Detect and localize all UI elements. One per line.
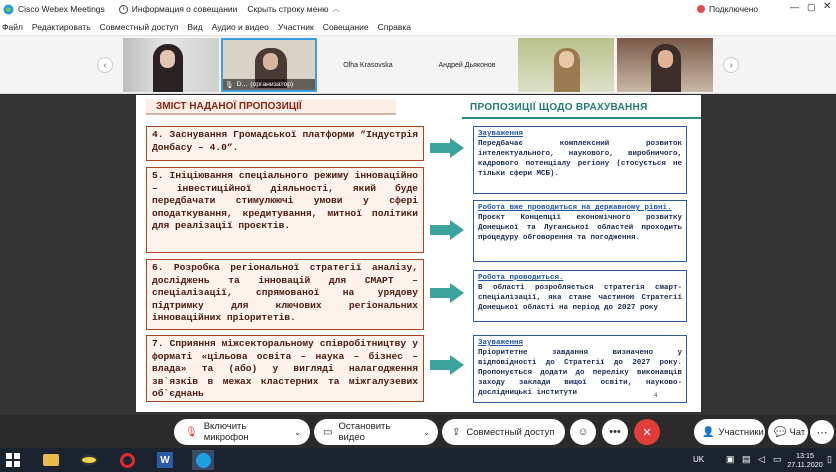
participant-tile[interactable] bbox=[518, 38, 614, 92]
word-icon: W bbox=[157, 452, 173, 468]
clock-time: 13:15 bbox=[796, 451, 814, 460]
response-text: Пріоритетне завдання визначено у відповідності до Стратегії до 2027 року. Пропонується додати до переліку виконавців заходу заклади вищої освіти, науково-дослідницькі інститути bbox=[478, 349, 682, 397]
response-item bbox=[473, 270, 687, 322]
video-button-label: Остановить видео bbox=[338, 421, 391, 443]
info-icon: i bbox=[119, 5, 128, 14]
response-text: Передбачає комплексний розвиток інтелектуального, наукового, виробничого, кадрового потенціалу регіону (стосується не тільки сфери МСБ). bbox=[478, 140, 682, 178]
network-icon[interactable]: ▤ bbox=[742, 454, 751, 464]
clock[interactable] bbox=[785, 451, 825, 469]
end-meeting-button[interactable] bbox=[634, 419, 660, 445]
slide-page-number: 4 bbox=[654, 393, 658, 399]
chat-icon: 💬 bbox=[774, 426, 787, 438]
chat-button[interactable] bbox=[768, 419, 808, 445]
slide-left-header: ЗМІСТ НАДАНОЇ ПРОПОЗИЦІЇ bbox=[146, 99, 396, 115]
share-button[interactable] bbox=[442, 419, 565, 445]
more-options-button[interactable] bbox=[602, 419, 628, 445]
participant-face bbox=[263, 53, 278, 70]
app-title: Cisco Webex Meetings bbox=[18, 4, 105, 14]
participant-face bbox=[160, 50, 175, 68]
participant-face bbox=[559, 51, 574, 68]
participants-icon: 👤 bbox=[702, 426, 715, 438]
connection-icon bbox=[697, 5, 705, 13]
response-title: Робота проводиться. bbox=[478, 274, 564, 282]
response-text: Проєкт Концепції економічного розвитку Донецької та Луганської областей проходить процедуру обговорення та погодження. bbox=[478, 214, 682, 242]
menu-file[interactable]: Файл bbox=[2, 21, 23, 32]
language-indicator[interactable]: UK bbox=[693, 455, 705, 464]
taskbar-app-webex[interactable] bbox=[192, 450, 214, 470]
menu-share[interactable]: Совместный доступ bbox=[99, 21, 179, 32]
arrow-right-icon bbox=[430, 220, 464, 240]
opera-icon bbox=[120, 453, 135, 468]
chevron-up-icon: ︿ bbox=[332, 6, 340, 13]
clock-date: 27.11.2020 bbox=[787, 460, 823, 469]
proposal-item: 5. Ініціювання спеціального режиму інноваційно – інвестиційної діяльності, який буде передбачати стимулюючі умови у сфері оподаткування, кредитування, митної політики для реалізації проєктів. bbox=[146, 167, 424, 253]
mic-button-label: Включить микрофон bbox=[203, 421, 249, 443]
start-button[interactable] bbox=[2, 450, 24, 470]
participant-tile[interactable] bbox=[419, 38, 515, 92]
participants-button-label: Участники bbox=[718, 426, 764, 438]
menu-participant[interactable]: Участник bbox=[277, 21, 314, 32]
arrow-right-icon bbox=[430, 138, 464, 158]
menu-view[interactable]: Вид bbox=[187, 21, 203, 32]
eye-icon bbox=[80, 455, 98, 465]
hide-menu-label: Скрыть строку меню bbox=[247, 4, 329, 14]
maximize-icon[interactable]: ▢ bbox=[807, 2, 816, 12]
menu-help[interactable]: Справка bbox=[377, 21, 411, 32]
strip-prev-button[interactable] bbox=[97, 57, 113, 73]
taskbar-app-word[interactable] bbox=[154, 450, 176, 470]
menu-audio-video[interactable]: Аудио и видео bbox=[211, 21, 269, 32]
strip-next-button[interactable] bbox=[723, 57, 739, 73]
more-icon: ⋯ bbox=[816, 426, 828, 439]
hide-menu-button[interactable] bbox=[247, 4, 339, 14]
video-camera-icon: ▭ bbox=[323, 426, 333, 438]
participants-strip bbox=[0, 36, 836, 94]
proposal-item: 6. Розробка регіональної стратегії аналізу, досліджень та інновацій для СМАРТ – спеціалізації, спрямованої на урядову підтримку для ключових регіональних інноваційних пріоритетів. bbox=[146, 259, 424, 330]
close-icon[interactable]: ✕ bbox=[823, 1, 832, 12]
share-button-label: Совместный доступ bbox=[466, 426, 555, 438]
presentation-slide bbox=[136, 95, 701, 412]
meeting-controls-bar bbox=[0, 415, 836, 448]
windows-logo-icon bbox=[6, 453, 20, 467]
participant-caption bbox=[223, 79, 315, 90]
share-icon: ⇪ bbox=[452, 426, 461, 438]
mic-button[interactable] bbox=[174, 419, 310, 445]
taskbar-app-opera[interactable] bbox=[116, 450, 138, 470]
connection-status-label: Подключено bbox=[709, 4, 759, 14]
chevron-down-icon: ⌄ bbox=[294, 427, 301, 437]
chevron-down-icon: ⌄ bbox=[423, 427, 430, 437]
participant-tile-host[interactable] bbox=[221, 38, 317, 92]
meeting-info-button[interactable] bbox=[119, 4, 238, 14]
panel-options-button[interactable] bbox=[810, 420, 834, 444]
proposal-item: 4. Заснування Громадської платформи ”Індустрія Донбасу – 4.0”. bbox=[146, 126, 424, 161]
battery-icon[interactable]: ▭ bbox=[773, 454, 782, 464]
participants-button[interactable] bbox=[694, 419, 765, 445]
proposal-item: 7. Сприяння міжсекторальному співробітництву у форматі «цільова освіта – наука – бізнес – влада» та (або) у вигляді налагодження зв`язків в межах кластерних та міжгалузевих об`єднань bbox=[146, 335, 424, 402]
menu-edit[interactable]: Редактировать bbox=[31, 21, 91, 32]
title-bar bbox=[0, 0, 836, 18]
response-item bbox=[473, 126, 687, 194]
shared-content-area bbox=[0, 95, 836, 415]
participant-tile[interactable] bbox=[123, 38, 219, 92]
app-title-area bbox=[3, 4, 105, 15]
response-text: В області розробляється стратегія смарт-спеціалізації, яка стане частиною Стратегії Донецької області на період до 2027 року bbox=[478, 284, 682, 312]
response-item bbox=[473, 200, 687, 262]
chevron-right-icon: › bbox=[729, 59, 733, 71]
arrow-right-icon bbox=[430, 283, 464, 303]
video-button[interactable] bbox=[314, 419, 438, 445]
meeting-info-label: Информация о совещании bbox=[131, 4, 238, 14]
participant-name: Андрей Дьяконов bbox=[438, 61, 496, 69]
response-title: Зауваження bbox=[478, 339, 524, 347]
more-icon: ••• bbox=[609, 426, 621, 438]
arrow-right-icon bbox=[430, 355, 464, 375]
volume-icon[interactable]: ◁ bbox=[758, 454, 765, 464]
folder-icon bbox=[43, 454, 59, 466]
response-title: Робота вже проводиться на державному рівні. bbox=[478, 204, 672, 212]
participant-face bbox=[658, 50, 673, 68]
webex-icon bbox=[196, 453, 211, 468]
webex-logo-icon bbox=[3, 4, 14, 15]
participant-name: Olha Krasovska bbox=[343, 61, 393, 69]
action-center-icon[interactable]: ▯ bbox=[827, 454, 832, 464]
chevron-left-icon: ‹ bbox=[103, 59, 107, 71]
connection-status bbox=[697, 4, 758, 14]
taskbar-app-eye[interactable] bbox=[78, 450, 100, 470]
notifications-icon[interactable]: ▣ bbox=[726, 454, 735, 464]
menu-bar bbox=[0, 18, 836, 36]
slide-right-header: ПРОПОЗИЦІЇ ЩОДО ВРАХУВАННЯ bbox=[462, 101, 701, 119]
chat-button-label: Чат bbox=[789, 426, 806, 438]
close-icon: ✕ bbox=[642, 426, 652, 439]
smiley-icon: ☺ bbox=[577, 426, 589, 438]
reactions-button[interactable] bbox=[570, 419, 596, 445]
participant-role: (организатор) bbox=[250, 81, 294, 88]
mic-muted-icon: 🎙 bbox=[185, 426, 198, 438]
participant-tile[interactable] bbox=[617, 38, 713, 92]
menu-meeting[interactable]: Совещание bbox=[322, 21, 369, 32]
participant-tile[interactable] bbox=[320, 38, 416, 92]
windows-taskbar bbox=[0, 448, 836, 472]
response-title: Зауваження bbox=[478, 130, 524, 138]
participant-name: D... bbox=[236, 81, 248, 88]
mic-muted-icon: 🎙 bbox=[225, 81, 234, 89]
taskbar-app-explorer[interactable] bbox=[40, 450, 62, 470]
minimize-icon[interactable]: — bbox=[790, 2, 799, 12]
